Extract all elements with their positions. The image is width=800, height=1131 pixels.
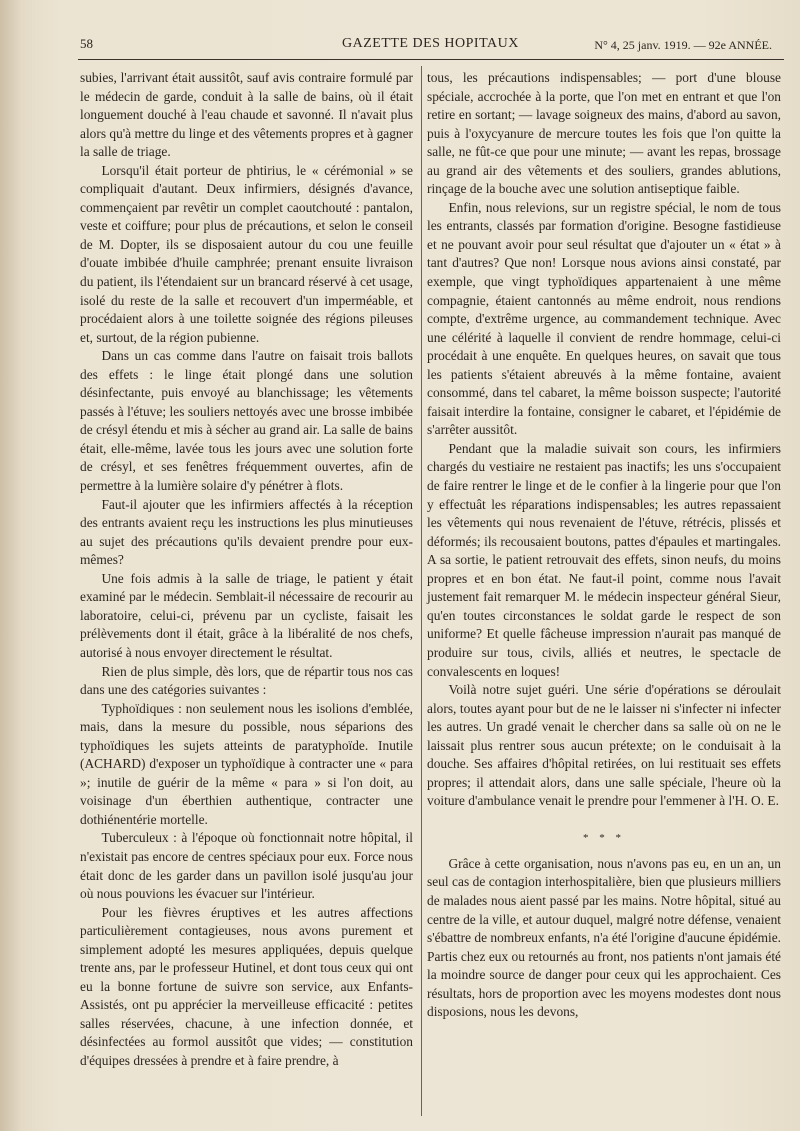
paragraph: Lorsqu'il était porteur de phtirius, le « cérémonial » se compliquait d'autant. Deux infirmiers, désignés d'avance, commençaient par revêtir un complet caoutchouté : pantalon, veste et coiffure; pour plus de précautions, et selon le conseil de M. Dopter, ils se disposaient autour du cou une feuille d'ouate imbibée d'huile camphrée; prenant ensuite livraison du patient, ils l'étendaient sur un brancard réservé à cet usage, isolé du reste de la salle et recouvert d'un imperméable, et procédaient alors à une toilette soignée des régions pileuses et, surtout, de la région pubienne. xyxy=(80,162,413,345)
paragraph: Une fois admis à la salle de triage, le patient y était examiné par le médecin. Semblait-il nécessaire de recourir au laboratoire, celui-ci, prévenu par un cycliste, faisait les prélèvements dont il était, grâce à la libéralité de nos chefs, autorisé à nous envoyer directement le résultat. xyxy=(80,570,413,660)
page-number: 58 xyxy=(80,36,93,51)
right-column xyxy=(427,69,781,1022)
paragraph: Rien de plus simple, dès lors, que de répartir tous nos cas dans une des catégories suivantes : xyxy=(80,663,413,698)
paragraph: Dans un cas comme dans l'autre on faisait trois ballots des effets : le linge était plongé dans une solution désinfectante, puis envoyé au blanchissage; les vêtements passés à l'étuve; les souliers nettoyés avec une brosse imbibée de crésyl étendu et mis à sécher au grand air. La salle de bains était, elle-même, lavée tous les jours avec une solution forte de crésyl, et ses fenêtres fréquemment ouvertes, afin de permettre à la lumière solaire d'y pénétrer à flots. xyxy=(80,348,413,494)
paragraph: Pendant que la maladie suivait son cours, les infirmiers chargés du vestiaire ne restaient pas inactifs; les uns s'occupaient de faire rentrer le linge et de le confier à la lingerie pour que l'on y effectuât les réparations indispensables; les autres repassaient les vêtements qui nous revenaient de l'étuve, rétrécis, plissés et déformés; ils recousaient boutons, pattes d'épaules et martingales. A sa sortie, le patient retrouvait des effets, sinon neufs, du moins propres et en bon état. Ne faut-il point, comme nous l'avait justement fait remarquer M. le médecin inspecteur général Sieur, qu'en toutes circonstances le soldat garde le respect de son uniforme? Et quelle fâcheuse impression n'aurait pas manqué de produire sur tous, civils, alliés et neutres, le spectacle de convalescents en loques! xyxy=(427,440,781,679)
paragraph: Grâce à cette organisation, nous n'avons pas eu, en un an, un seul cas de contagion interhospitalière, bien que plusieurs milliers de malades nous aient passé par les mains. Notre hôpital, situé au centre de la ville, et autour duquel, malgré notre défense, venaient s'ébattre de nombreux enfants, n'a été l'origine d'aucune épidémie. Partis chez eux ou retournés au front, nos patients n'ont jamais été la moindre source de danger pour ceux qui les approchaient. Ces résultats, hors de proportion avec les moyens modestes dont nous disposions, nous les devons, xyxy=(427,855,781,1020)
paragraph: Typhoïdiques : non seulement nous les isolions d'emblée, mais, dans la mesure du possible, nous séparions des typhoïdiques les sujets atteints de paratyphoïde. Inutile (ACHARD) d'exposer un typhoïdique à contracter une « para »; inutile de guérir de la même « para » si l'on doit, au voisinage d'un éberthien authentique, contracter une dothiénentérie mortelle. xyxy=(80,700,413,827)
header-rule xyxy=(78,59,784,60)
gazette-title: GAZETTE DES HOPITAUX xyxy=(342,36,519,51)
page-header xyxy=(80,32,780,58)
paragraph: Pour les fièvres éruptives et les autres affections particulièrement contagieuses, nous avons purement et simplement adopté les mesures appliquées, depuis quelque trente ans, par le professeur Hutinel, et dont tous ceux qui ont eu la bonne fortune de suivre son service, aux Enfants-Assistés, ont pu apprécier la merveilleuse efficacité : petites salles réservées, chacune, à une infection donnée, et désinfectées au formol aussitôt que vides; — constitution d'équipes dressées à prendre et à faire prendre, à xyxy=(80,904,413,1068)
paragraph: subies, l'arrivant était aussitôt, sauf avis contraire formulé par le médecin de garde, conduit à la salle de bains, où il était longuement douché à l'eau chaude et savonné. Il n'avait plus alors qu'à mettre du linge et des vêtements propres et à gagner la salle de triage. xyxy=(80,70,413,160)
paragraph: tous, les précautions indispensables; — port d'une blouse spéciale, accrochée à la porte, que l'on met en entrant et que l'on retire en sortant; — lavage soigneux des mains, d'abord au savon, puis à l'oxycyanure de mercure toutes les fois que l'on quitte la salle, ne fût-ce que pour une minute; — avant les repas, brossage au grand air des vêtements et des souliers, grandes ablutions, rinçage de la bouche avec une solution antiseptique faible. xyxy=(427,70,781,197)
paragraph: Enfin, nous relevions, sur un registre spécial, le nom de tous les entrants, classés par formation d'origine. Besogne fastidieuse et ne pouvant avoir pour seul résultat que d'ajouter un « état » à tant d'autres? Que non! Lorsque nous avions ainsi constaté, par exemple, que vingt typhoïdiques appartenaient à une même compagnie, étaient cantonnés au même endroit, nous rendions compte, d'extrême urgence, au commandement technique. Avec une célérité à laquelle il convient de rendre hommage, celui-ci procédait à une enquête. En quelques heures, on savait que tous les patients s'étaient abreuvés à la même fontaine, avaient consommé, dans tel cabaret, la même boisson suspecte; l'autorité faisait interdire la fontaine, consigner le cabaret, et l'épidémie de s'arrêter aussitôt. xyxy=(427,199,781,438)
paragraph: Faut-il ajouter que les infirmiers affectés à la réception des entrants avaient reçu les instructions les plus minutieuses au sujet des précautions qu'ils devaient prendre pour eux-mêmes? xyxy=(80,496,413,568)
section-separator: * * * xyxy=(583,831,625,844)
paragraph: Voilà notre sujet guéri. Une série d'opérations se déroulait alors, toutes ayant pour but de ne le laisser ni s'infecter ni infecter les autres. Un gradé venait le chercher dans sa salle où on ne le laissait plus rentrer sous aucun prétexte; on le conduisait à la douche. Ses affaires d'hôpital retirées, on lui restituait ses effets propres; il attendait alors, dans une salle spéciale, l'heure où la voiture d'ambulance venait le prendre pour l'emmener à l'H. O. E. xyxy=(427,682,781,809)
column-divider xyxy=(421,66,422,1116)
issue-info: N° 4, 25 janv. 1919. — 92e ANNÉE. xyxy=(594,38,772,52)
paragraph: Tuberculeux : à l'époque où fonctionnait notre hôpital, il n'existait pas encore de centres spéciaux pour eux. Force nous était donc de les garder dans un pavillon isolé jusqu'au jour où nous pouvions les évacuer sur l'intérieur. xyxy=(80,830,413,902)
left-column xyxy=(80,69,413,1071)
